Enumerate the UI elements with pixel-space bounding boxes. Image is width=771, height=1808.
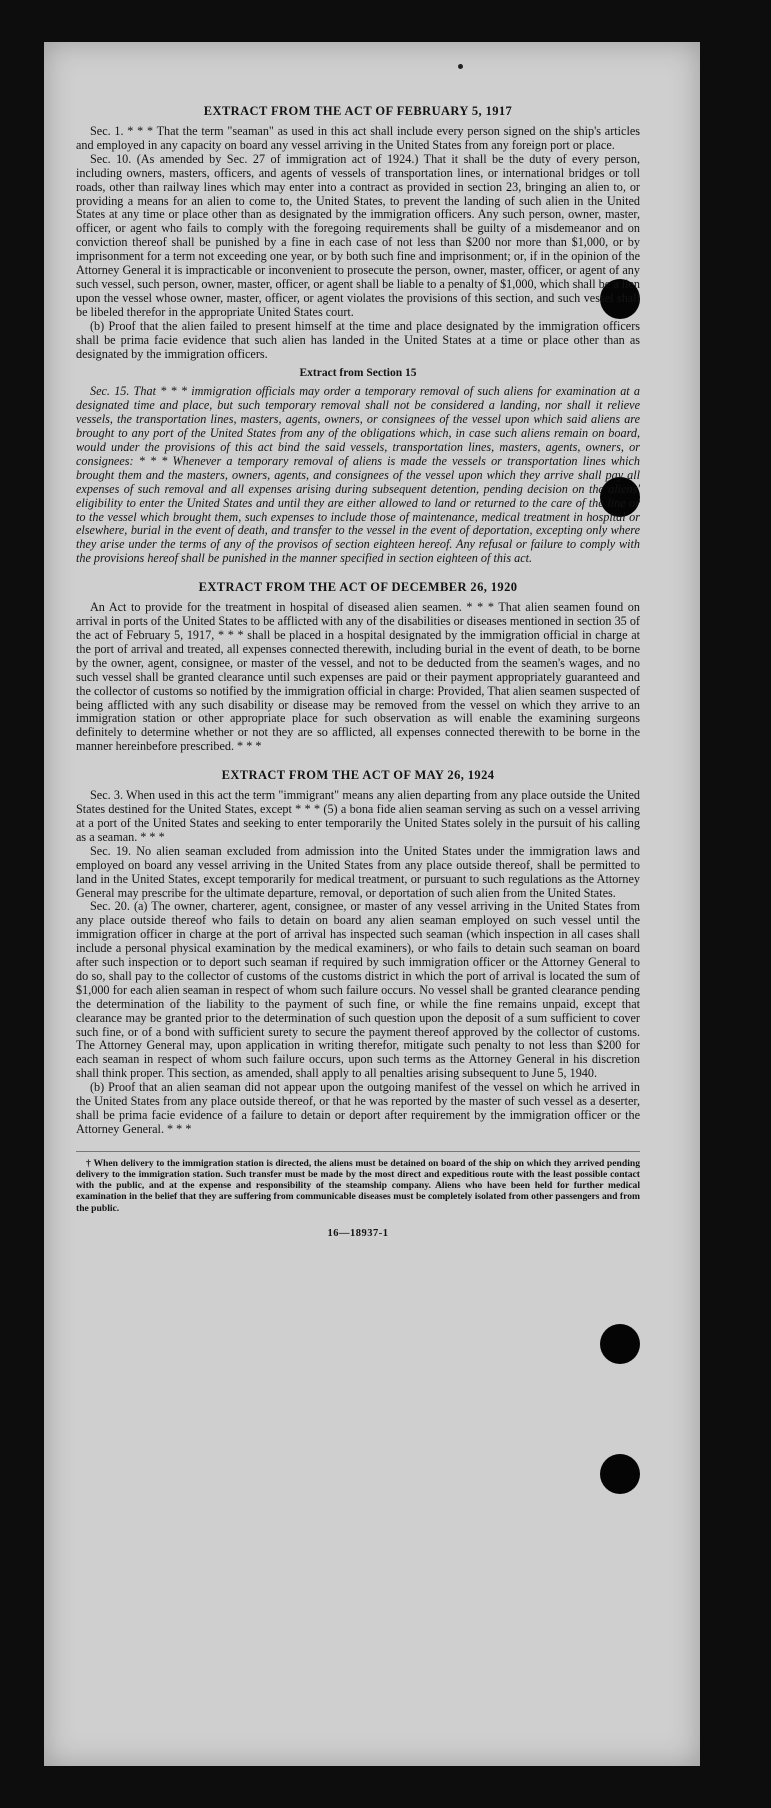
paper-speck: [458, 64, 463, 69]
punch-hole: [600, 1324, 640, 1364]
footnote: † When delivery to the immigration station is directed, the aliens must be detained on board of the ship on which they arrived pending delivery to the immigration station. Such transfer must be made by the most direct and expeditious route with the least possible contact with the public, and at the expense and responsibility of the steamship company. Aliens who have been held for further medical examination in the belief that they are suffering from communicable diseases must be completely isolated from other passengers and from the public.: [76, 1151, 640, 1214]
act-1920-paragraph: An Act to provide for the treatment in hospital of diseased alien seamen. * * * That alien seamen found on arrival in ports of the United States to be afflicted with any of the disabilities or diseases mentioned in section 35 of the act of February 5, 1917, * * * shall be placed in a hospital designated by the immigration official in charge at the port of arrival and treated, all expenses connected therewith, including burial in the event of death, to be borne by the owner, agent, consignee, or master of the vessel, and not to be deducted from the seamen's wages, and no such vessel shall be granted clearance until such expenses are paid or their payment appropriately guaranteed and the collector of customs so notified by the immigration official in charge: Provided, That alien seamen suspected of being afflicted with any such disability or disease may be removed from the vessel on which they arrive to an immigration station or other appropriate place for such observation as will enable the examining surgeons definitely to determine whether or not they are so afflicted, all expenses connected therewith to be borne in the manner hereinbefore prescribed. * * *: [76, 600, 640, 754]
punch-hole: [600, 1454, 640, 1494]
section-act-1924: [76, 768, 640, 1137]
sec10b-paragraph: (b) Proof that the alien failed to present himself at the time and place designated by the immigration officers shall be prima facie evidence that such alien has landed in the United States at a time or place other than as designated by the immigration officers.: [76, 318, 640, 361]
sec20b-paragraph: (b) Proof that an alien seaman did not appear upon the outgoing manifest of the vessel on which he arrived in the United States from any place outside thereof, or that he was reported by the master of such vessel as a deserter, shall be prima facie evidence of a failure to detain or deport after requirement by the immigration officer or the Attorney General. * * *: [76, 1080, 640, 1136]
heading-section-15: Extract from Section 15: [299, 367, 417, 380]
sec10-paragraph: Sec. 10. (As amended by Sec. 27 of immigration act of 1924.) That it shall be the duty of every person, including owners, masters, officers, and agents of vessels of transportation lines, or international bridges or toll roads, other than railway lines which may enter into a contract as provided in section 23, bringing an alien to, or providing a means for an alien to come to, the United States, to prevent the landing of such alien in the United States at any time or place other than as designated by the immigration officers. Any such person, owner, master, officer, or agent who fails to comply with the foregoing requirements shall be guilty of a misdemeanor and on conviction thereof shall be punished by a fine in each case of not less than $200 nor more than $1,000, or by imprisonment for a term not exceeding one year, or by both such fine and imprisonment; or, if in the opinion of the Attorney General it is impracticable or inconvenient to prosecute the person, owner, master, officer, or agent of any such vessel, such person, owner, master, officer, or agent shall be liable to a penalty of $1,000, which shall be a lien upon the vessel whose owner, master, officer, or agent violates the provisions of this section, and such vessel shall be libeled therefor in the appropriate United States court.: [76, 151, 640, 319]
form-code: 16—18937-1: [327, 1227, 389, 1239]
sec19-paragraph: Sec. 19. No alien seaman excluded from admission into the United States under the immigration laws and employed on board any vessel arriving in the United States from any place outside thereof, shall be permitted to land in the United States, except temporarily for medical treatment, or pursuant to such regulations as the Attorney General may prescribe for the ultimate departure, removal, or deportation of such alien from the United States.: [76, 843, 640, 900]
heading-act-1917: EXTRACT FROM THE ACT OF FEBRUARY 5, 1917: [203, 104, 513, 118]
sec3-paragraph: Sec. 3. When used in this act the term "immigrant" means any alien departing from any place outside the United States destined for the United States, except * * * (5) a bona fide alien seaman serving as such on a vessel arriving at a port of the United States and seeking to enter temporarily the United States solely in the pursuit of his calling as a seaman. * * *: [76, 788, 640, 844]
sec1-paragraph: Sec. 1. * * * That the term "seaman" as used in this act shall include every person signed on the ship's articles and employed in any capacity on board any vessel arriving in the United States from any foreign port or place.: [76, 124, 640, 152]
document-body: [76, 104, 640, 1239]
sec20a-paragraph: Sec. 20. (a) The owner, charterer, agent, consignee, or master of any vessel arriving in the United States from any place outside thereof who fails to detain on board any alien seaman employed on such vessel until the immigration officer in charge at the port of arrival has inspected such seaman (which inspection in all cases shall include a personal physical examination by the medical examiners), or who fails to detain such seaman on board after such inspection or to deport such seaman if required by such immigration officer or the Attorney General to do so, shall pay to the collector of customs of the customs district in which the port of arrival is located the sum of $1,000 for each alien seaman in respect of whom such failure occurs. No vessel shall be granted clearance pending the determination of the liability to the payment of such fine, or while the fine remains unpaid, except that clearance may be granted prior to the determination of such question upon the deposit of a sum sufficient to cover such fine, or of a bond with sufficient surety to secure the payment thereof approved by the collector of customs. The Attorney General may, upon application in writing therefor, mitigate such penalty to not less than $200 for each seaman in respect of whom such failure occurs, upon such terms as the Attorney General in his discretion shall think proper. This section, as amended, shall apply to all penalties arising subsequent to June 5, 1940.: [76, 899, 640, 1081]
section-act-1917: [76, 104, 640, 566]
heading-act-1924: EXTRACT FROM THE ACT OF MAY 26, 1924: [221, 768, 495, 783]
sec15-paragraph: Sec. 15. That * * * immigration officials may order a temporary removal of such aliens for examination at a designated time and place, but such temporary removal shall not be considered a landing, nor shall it relieve vessels, the transportation lines, masters, agents, owners, or consignees of the vessel upon which said aliens are brought to any port of the United States from any of the obligations which, in case such aliens remain on board, would under the provisions of this act bind the said vessels, transportation lines, masters, agents, owners, or consignees: * * * Whenever a temporary removal of aliens is made the vessels or transportation lines which brought them and the masters, owners, agents, and consignees of the vessel upon which they arrive shall pay all expenses of such removal and all expenses arising during subsequent detention, pending decision on the aliens' eligibility to enter the United States and until they are either allowed to land or returned to the care of the line or to the vessel which brought them, such expenses to include those of maintenance, medical treatment in hospital or elsewhere, burial in the event of death, and transfer to the vessel in the event of deportation, excepting only where they arise under the terms of any of the provisos of section eighteen hereof. Any refusal or failure to comply with the provisions hereof shall be punished in the manner specified in section eighteen of this act.: [76, 384, 640, 566]
section-act-1920: [76, 580, 640, 754]
heading-act-1920: EXTRACT FROM THE ACT OF DECEMBER 26, 1920: [198, 580, 518, 595]
